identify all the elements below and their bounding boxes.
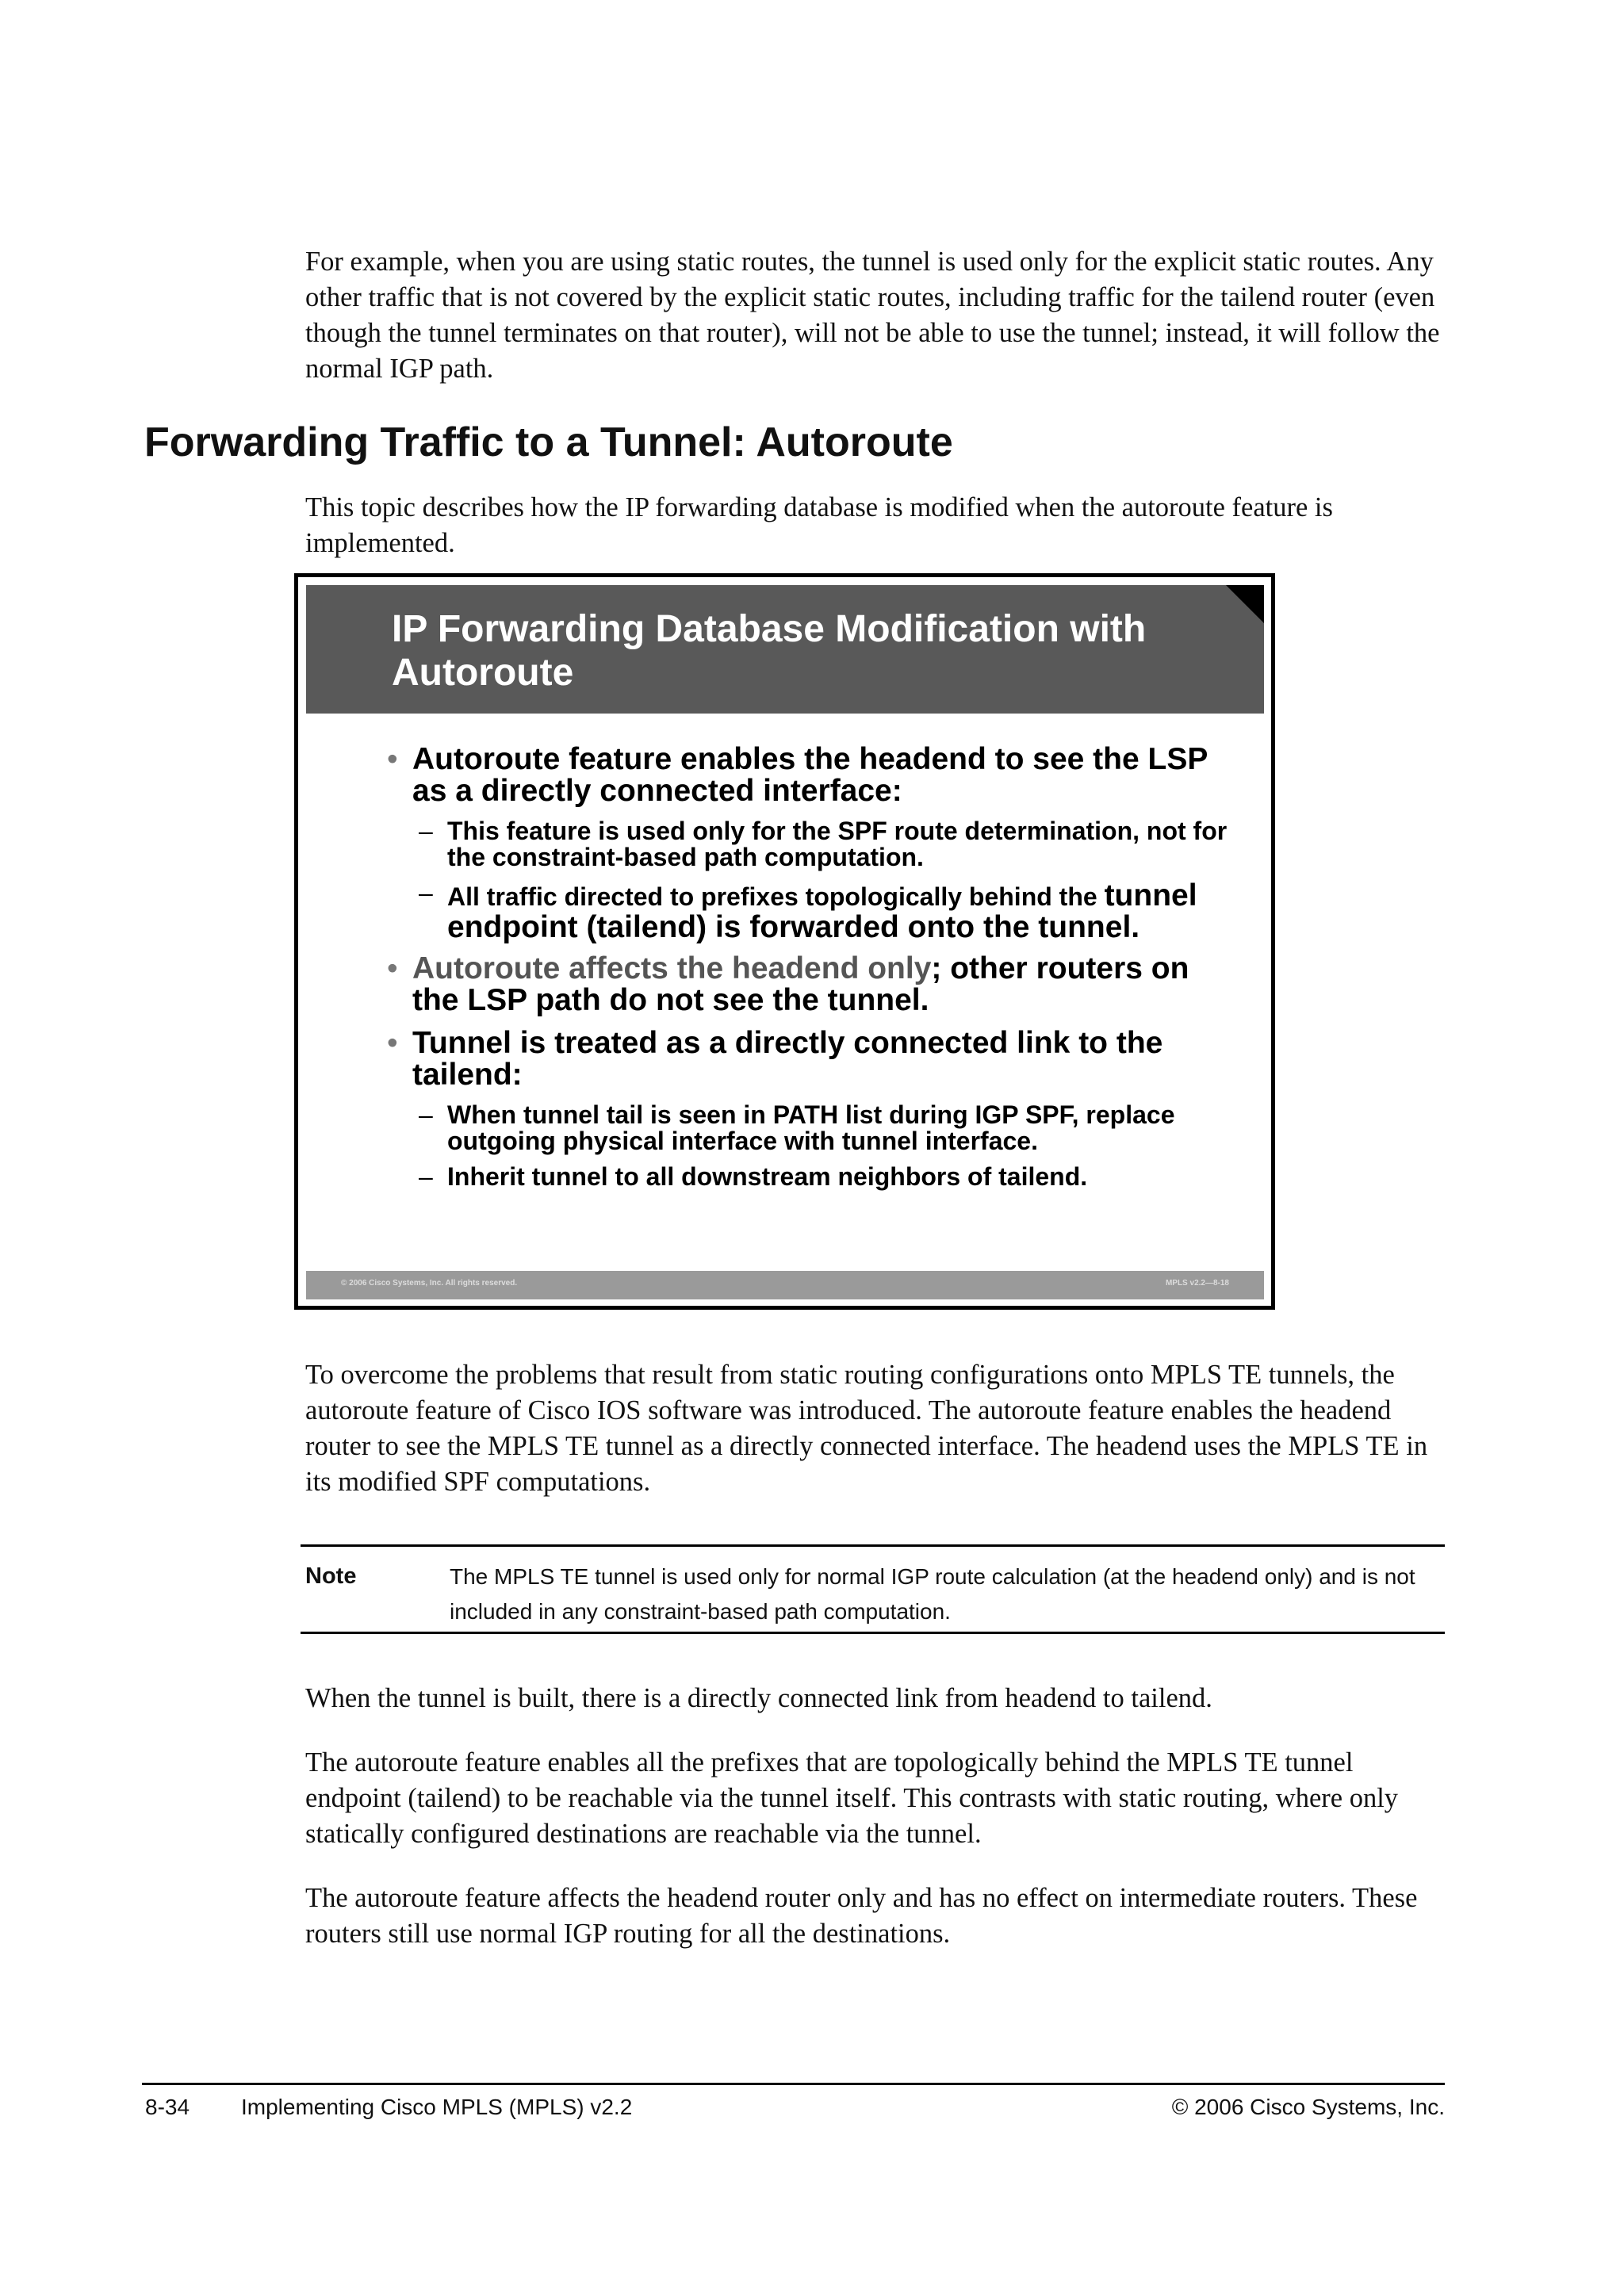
subbullet-text: This feature is used only for the SPF route determination, not for the constraint-based path computation.	[447, 817, 1228, 871]
bullet-glyph: •	[387, 1026, 398, 1060]
paragraph-headend-only: The autoroute feature affects the headend router only and has no effect on intermediate routers. These routers still use normal IGP routing for all the destinations.	[305, 1883, 1418, 1949]
subbullet-text: When tunnel tail is seen in PATH list during IGP SPF, replace outgoing physical interface with tunnel interface.	[447, 1100, 1175, 1155]
dash-glyph: –	[419, 1100, 433, 1129]
slide-bullet-directly-connected-link	[387, 1027, 1228, 1091]
slide-subbullet-spf-only	[387, 818, 1228, 871]
dash-glyph: –	[419, 878, 433, 907]
slide-bullet-autoroute-feature	[387, 744, 1228, 807]
section-heading: Forwarding Traffic to a Tunnel: Autoroute	[144, 419, 953, 465]
bullet-highlight-text: Autoroute affects the headend only	[412, 951, 932, 985]
bullet-glyph: •	[387, 951, 398, 985]
bullet-text: ; other routers on the LSP path do not see the tunnel.	[412, 951, 1189, 1017]
bullet-glyph: •	[387, 742, 398, 776]
paragraph-overcome-problems: To overcome the problems that result from static routing configurations onto MPLS TE tunnels, the autoroute feature of Cisco IOS software was introduced. The autoroute feature enables the headend router to see the MPLS TE tunnel as a directly connected interface. The headend uses the MPLS TE in its modified SPF computations.	[305, 1360, 1428, 1497]
slide-code: MPLS v2.2—8-18	[1165, 1279, 1229, 1288]
slide-copyright: © 2006 Cisco Systems, Inc. All rights reserved.	[341, 1279, 518, 1288]
slide-body	[387, 744, 1228, 1200]
slide-subbullet-traffic-forwarded	[387, 880, 1228, 943]
slide-footer-bar	[306, 1271, 1264, 1299]
footer-copyright: © 2006 Cisco Systems, Inc.	[1171, 2095, 1445, 2119]
footer-page-number: 8-34	[145, 2095, 190, 2119]
dash-glyph: –	[419, 1162, 433, 1191]
slide-bullet-headend-only	[387, 953, 1228, 1016]
subbullet-text-part1: All traffic directed to prefixes topologically behind the	[447, 882, 1097, 911]
topic-paragraph: This topic describes how the IP forwarding database is modified when the autoroute feature is implemented.	[305, 492, 1333, 558]
note-top-rule	[301, 1544, 1445, 1547]
intro-paragraph: For example, when you are using static routes, the tunnel is used only for the explicit static routes. Any other traffic that is not covered by the explicit static routes, including traffic for the tailend router (even though the tunnel terminates on that router), will not be able to use the tunnel; instead, it will follow the normal IGP path.	[305, 247, 1440, 384]
note-label: Note	[305, 1563, 357, 1589]
footer-rule	[142, 2083, 1445, 2085]
dash-glyph: –	[419, 817, 433, 845]
note-bottom-rule	[301, 1632, 1445, 1634]
slide-title: IP Forwarding Database Modification with Autoroute	[392, 608, 1147, 694]
bullet-text: Autoroute feature enables the headend to see the LSP as a directly connected interface:	[412, 742, 1208, 808]
paragraph-tunnel-built: When the tunnel is built, there is a directly connected link from headend to tailend.	[305, 1683, 1212, 1713]
bullet-text: Tunnel is treated as a directly connected link to the tailend:	[412, 1026, 1163, 1092]
slide-title-bar	[306, 585, 1264, 714]
footer-course-title: Implementing Cisco MPLS (MPLS) v2.2	[241, 2095, 633, 2119]
slide-subbullet-path-list	[387, 1102, 1228, 1154]
slide-subbullet-inherit-tunnel	[387, 1164, 1228, 1190]
subbullet-text: Inherit tunnel to all downstream neighbors of tailend.	[447, 1162, 1088, 1191]
subbullet-text-part2: tunnel endpoint (tailend) is forwarded onto the tunnel.	[447, 878, 1197, 944]
paragraph-prefixes-reachable: The autoroute feature enables all the prefixes that are topologically behind the MPLS TE tunnel endpoint (tailend) to be reachable via the tunnel itself. This contrasts with static routing, where only statically configured destinations are reachable via the tunnel.	[305, 1747, 1399, 1849]
slide-figure	[294, 573, 1275, 1310]
slide-corner-mark	[1226, 585, 1264, 623]
note-text: The MPLS TE tunnel is used only for normal IGP route calculation (at the headend only) and is not included in any constraint-based path computation.	[450, 1564, 1415, 1624]
